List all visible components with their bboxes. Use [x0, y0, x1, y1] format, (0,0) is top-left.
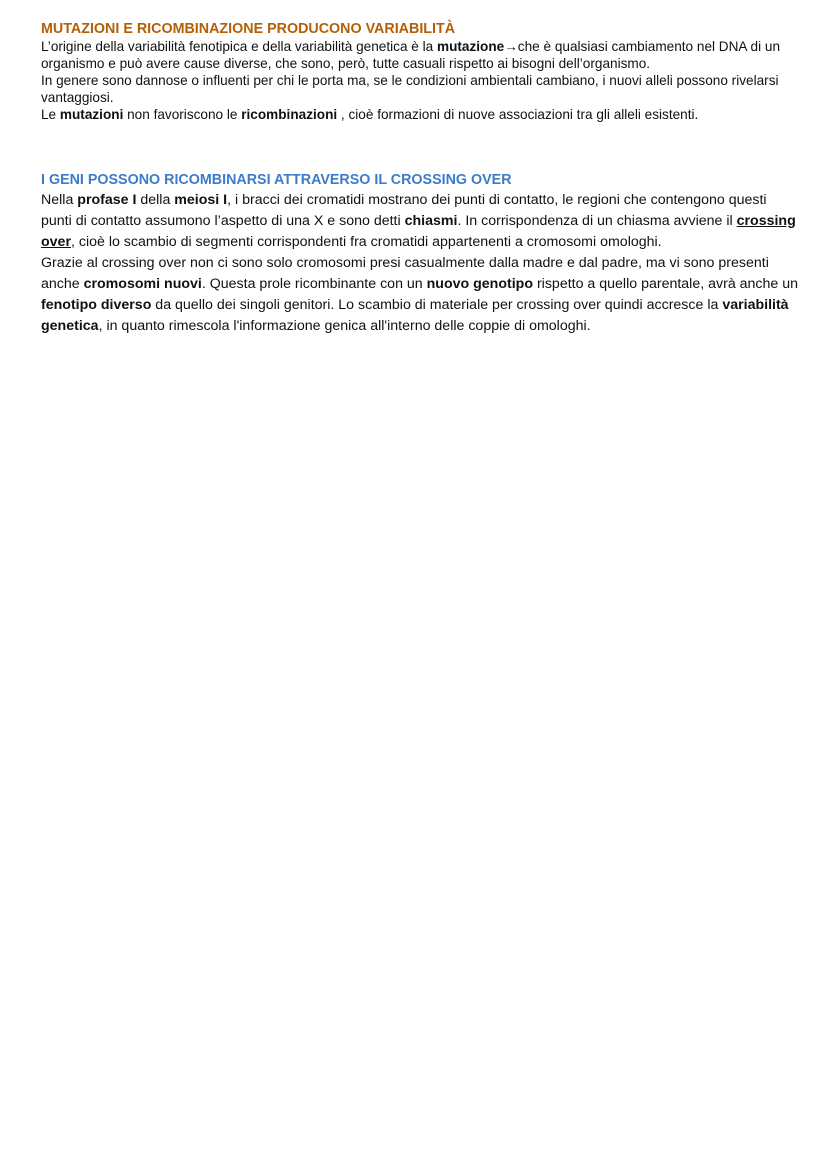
text-span: . In corrispondenza di un chiasma avviene il	[457, 213, 737, 229]
paragraph-alleli-vantaggiosi: In genere sono dannose o influenti per chi le porta ma, se le condizioni ambientali cambiano, i nuovi alleli possono rivelarsi vantaggiosi.	[41, 73, 779, 105]
term-mutazioni: mutazioni	[59, 107, 124, 122]
text-span: , cioè lo scambio di segmenti corrispondenti fra cromatidi appartenenti a cromosomi omologhi.	[70, 234, 662, 250]
term-cromosomi-nuovi: cromosomi nuovi	[83, 276, 202, 292]
text-span: →che è qualsiasi cambiamento nel DNA di un organismo e può avere cause diverse, che sono, però, tutte casuali rispetto ai bisogni dell’organismo.	[41, 39, 781, 71]
text-span: rispetto a quello parentale, avrà anche un	[533, 276, 799, 292]
text-span: da quello dei singoli genitori. Lo scambio di materiale per crossing over quindi accresce la	[151, 297, 723, 313]
term-meiosi-i: meiosi I	[174, 192, 228, 208]
section-mutazioni	[41, 20, 801, 123]
paragraph-cromosomi-nuovi	[41, 253, 801, 337]
text-span: , in quanto rimescola l'informazione genica all'interno delle coppie di omologhi.	[98, 318, 591, 334]
text-span: Grazie al crossing over non ci sono solo cromosomi presi casualmente dalla madre e dal padre, ma vi sono presenti anche	[41, 255, 769, 292]
term-nuovo-genotipo: nuovo genotipo	[426, 276, 534, 292]
text-span: , i bracci dei cromatidi mostrano dei punti di contatto, le regioni che contengono questi punti di contatto assumono l’aspetto di una X e sono detti	[41, 192, 767, 229]
text-span: non favoriscono le	[123, 107, 242, 122]
term-chiasmi: chiasmi	[404, 213, 458, 229]
term-fenotipo-diverso: fenotipo diverso	[41, 297, 152, 313]
paragraph-ricombinazioni	[41, 106, 801, 123]
text-span: L’origine della variabilità fenotipica e della variabilità genetica è la	[41, 39, 437, 54]
text-span: , cioè formazioni di nuove associazioni tra gli alleli esistenti.	[337, 107, 699, 122]
section-heading-mutazioni: MUTAZIONI E RICOMBINAZIONE PRODUCONO VARIABILITÀ	[41, 21, 456, 37]
term-mutazione: mutazione	[436, 39, 505, 54]
section-heading-crossing-over: I GENI POSSONO RICOMBINARSI ATTRAVERSO IL CROSSING OVER	[41, 172, 512, 188]
text-span: . Questa prole ricombinante con un	[201, 276, 427, 292]
text-span: della	[136, 192, 175, 208]
term-crossing-over: crossing over	[41, 213, 796, 250]
text-span: Nella	[41, 192, 78, 208]
term-profase-i: profase I	[77, 192, 137, 208]
term-variabilita-genetica: variabilità genetica	[41, 297, 789, 334]
term-ricombinazioni: ricombinazioni	[241, 107, 338, 122]
paragraph-profase	[41, 190, 801, 253]
paragraph-origine-variabilita	[41, 38, 801, 72]
section-crossing-over	[41, 171, 801, 337]
text-span: Le	[41, 107, 60, 122]
